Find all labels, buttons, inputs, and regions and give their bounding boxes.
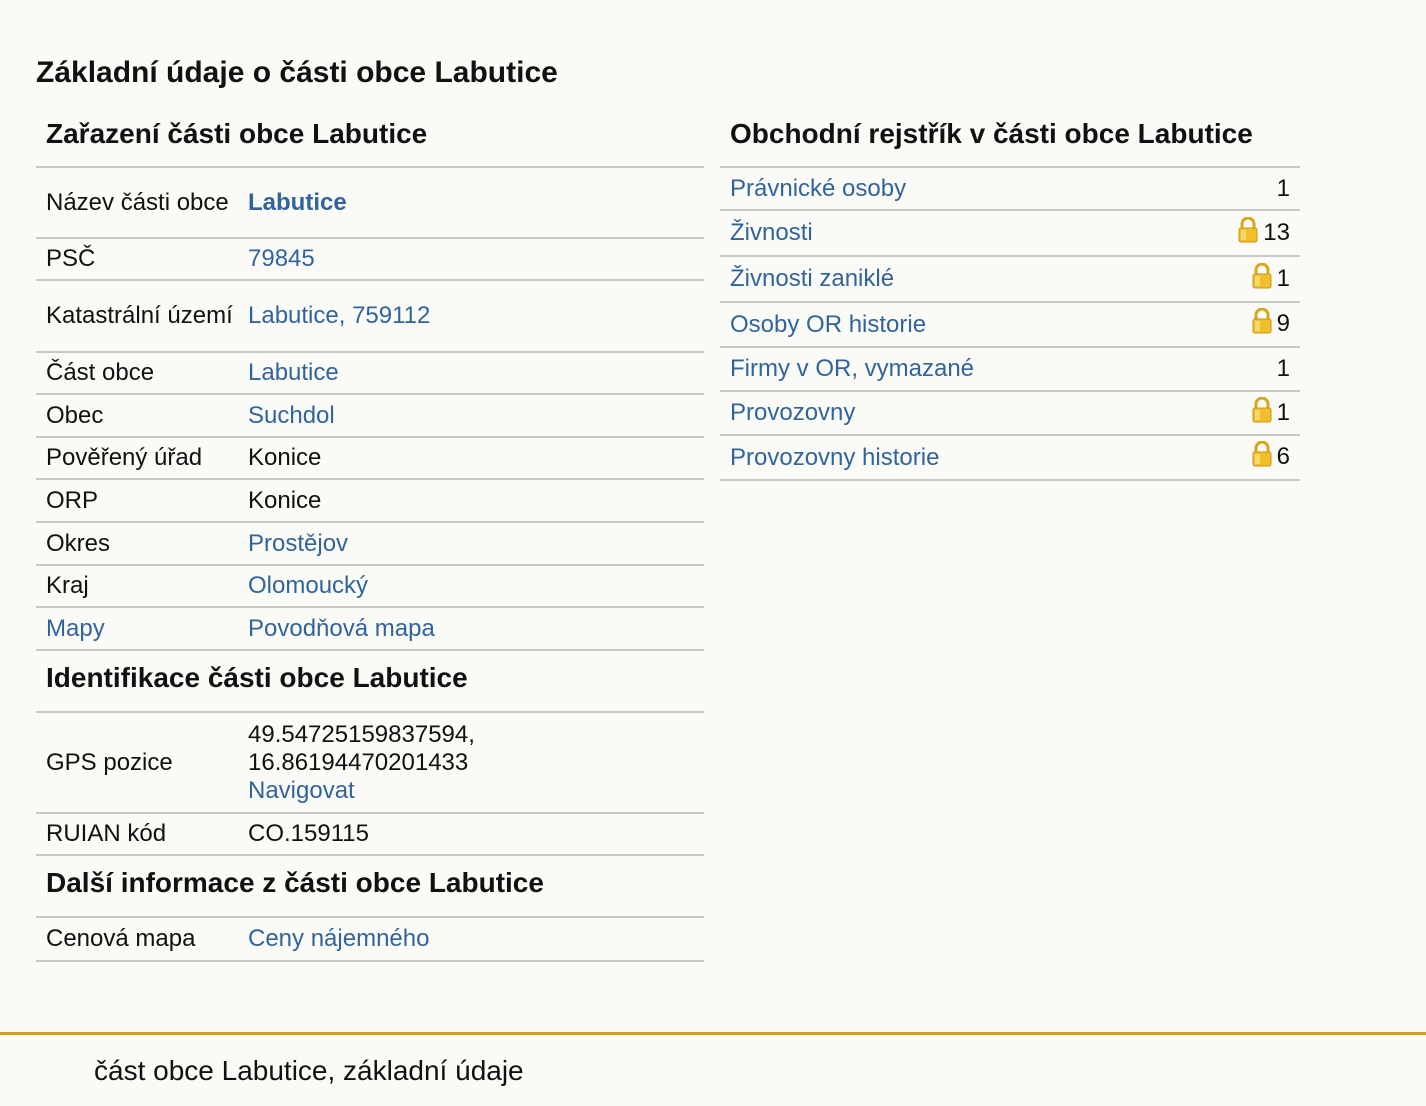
katastralni-uzemi-link[interactable]: Labutice, 759112 [248, 302, 431, 329]
lock-icon [1237, 217, 1259, 250]
navigovat-link[interactable]: Navigovat [248, 776, 355, 804]
or-link[interactable]: Osoby OR historie [730, 310, 927, 338]
table-row [720, 210, 1300, 256]
lock-icon [1251, 397, 1273, 430]
or-count: 9 [1276, 310, 1290, 337]
lock-icon [1251, 263, 1273, 296]
or-table [720, 168, 1300, 481]
table-row [720, 435, 1300, 480]
row-label: Katastrální území [36, 280, 238, 352]
kraj-link[interactable]: Olomoucký [248, 572, 369, 599]
or-count: 1 [1276, 174, 1290, 202]
row-label: Pověřený úřad [36, 437, 238, 479]
obec-link[interactable]: Suchdol [248, 401, 335, 429]
lock-icon [1251, 441, 1273, 474]
or-count: 1 [1276, 355, 1290, 382]
table-row [36, 238, 704, 280]
nazev-link[interactable]: Labutice [248, 188, 347, 216]
table-row [36, 607, 704, 650]
row-label: Část obce [36, 352, 238, 394]
lock-icon [1251, 308, 1273, 341]
row-label: Kraj [36, 565, 238, 607]
table-row [36, 168, 704, 238]
row-label: Okres [36, 522, 238, 565]
table-row [36, 437, 704, 479]
table-row [36, 713, 704, 813]
table-row [720, 302, 1300, 347]
psc-link[interactable]: 79845 [248, 245, 315, 272]
or-link[interactable]: Firmy v OR, vymazané [730, 355, 975, 382]
table-row [36, 280, 704, 352]
or-count: 1 [1276, 398, 1290, 426]
row-label: PSČ [36, 238, 238, 280]
row-value: CO.159115 [238, 813, 704, 855]
table-row [36, 918, 704, 961]
row-label: Obec [36, 394, 238, 437]
table-row [36, 394, 704, 437]
or-link[interactable]: Provozovny historie [730, 443, 940, 471]
cast-obce-link[interactable]: Labutice [248, 359, 339, 386]
identifikace-table [36, 713, 704, 856]
section-title-dalsi: Další informace z části obce Labutice [36, 856, 704, 918]
section-title-or: Obchodní rejstřík v části obce Labutice [720, 112, 1300, 168]
table-row [720, 168, 1300, 210]
povodnova-mapa-link[interactable]: Povodňová mapa [248, 614, 435, 642]
or-count: 6 [1276, 443, 1290, 470]
row-label: Název části obce [36, 168, 238, 238]
or-link[interactable]: Provozovny [730, 399, 856, 426]
footer [0, 1032, 1426, 1106]
or-link[interactable]: Právnické osoby [730, 174, 907, 202]
mapy-link[interactable]: Mapy [46, 614, 105, 642]
row-label: Cenová mapa [36, 918, 238, 961]
row-label: RUIAN kód [36, 813, 238, 855]
table-row [36, 813, 704, 855]
left-column [36, 112, 704, 962]
page-title: Základní údaje o části obce Labutice [36, 56, 558, 89]
zarazeni-table [36, 168, 704, 651]
table-row [36, 479, 704, 522]
ceny-najemneho-link[interactable]: Ceny nájemného [248, 925, 430, 952]
row-label: ORP [36, 479, 238, 522]
dalsi-table [36, 918, 704, 962]
table-row [36, 522, 704, 565]
table-row [720, 256, 1300, 302]
row-value: Konice [238, 479, 704, 522]
table-row [720, 347, 1300, 391]
table-row [720, 391, 1300, 435]
right-column [720, 112, 1300, 481]
or-count: 1 [1276, 264, 1290, 292]
or-link[interactable]: Živnosti zaniklé [730, 265, 895, 292]
footer-text: část obce Labutice, základní údaje [94, 1055, 524, 1086]
or-link[interactable]: Živnosti [730, 219, 813, 246]
section-title-identifikace: Identifikace části obce Labutice [36, 651, 704, 713]
gps-latitude: 49.54725159837594, [248, 720, 475, 748]
section-title-zarazeni: Zařazení části obce Labutice [36, 112, 704, 168]
row-value: Konice [238, 437, 704, 479]
table-row [36, 352, 704, 394]
table-row [36, 565, 704, 607]
okres-link[interactable]: Prostějov [248, 529, 349, 557]
or-count: 13 [1263, 218, 1290, 246]
row-label: GPS pozice [36, 713, 238, 813]
gps-longitude: 16.86194470201433 [248, 748, 469, 776]
